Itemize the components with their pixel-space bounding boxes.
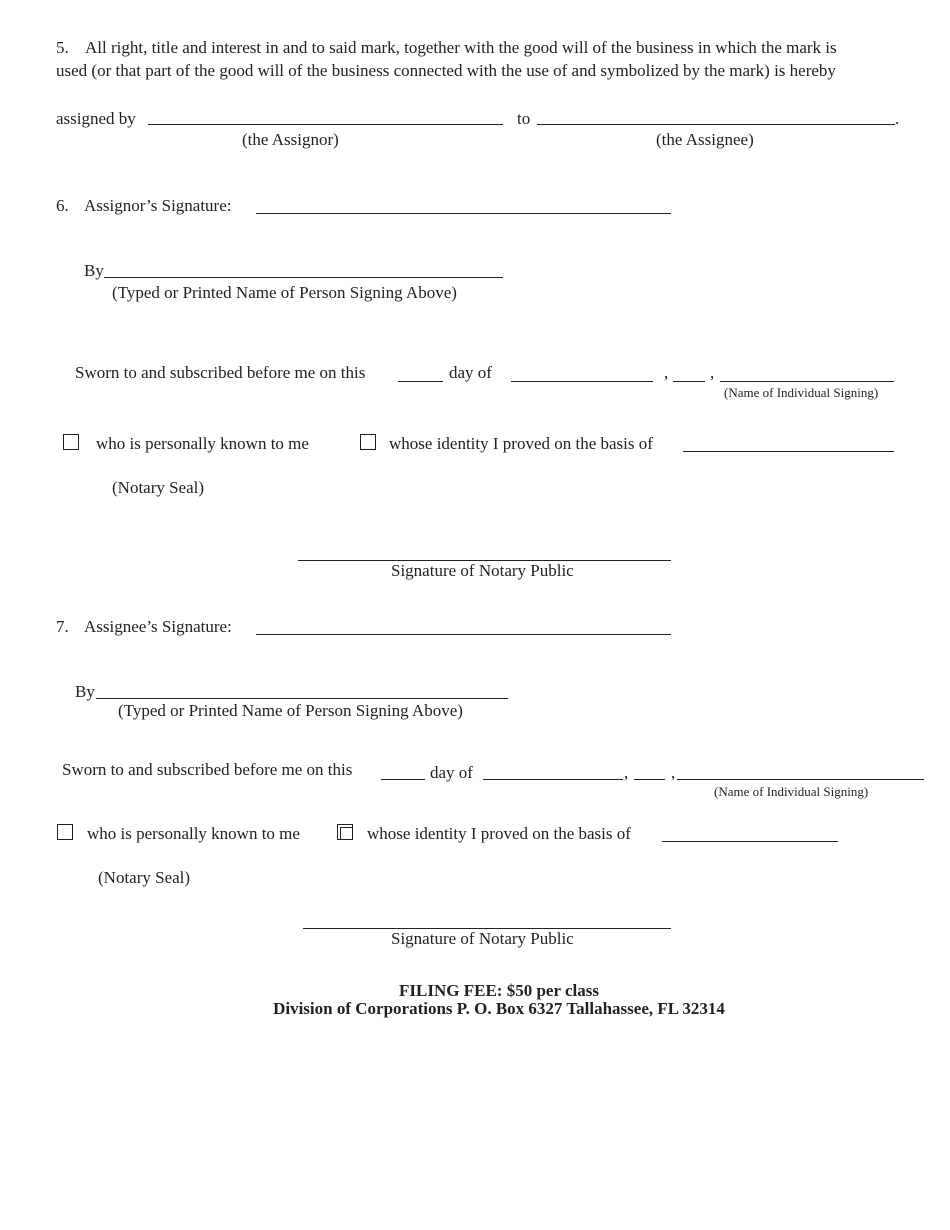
assignee-signature-label: Assignee’s Signature:	[84, 617, 232, 636]
year-blank-6[interactable]	[673, 381, 705, 382]
month-blank-6[interactable]	[511, 381, 653, 382]
assigned-by-label: assigned by	[56, 109, 136, 128]
assignee-by-blank[interactable]	[96, 698, 508, 699]
individual-name-blank-7[interactable]	[677, 779, 924, 780]
assignee-signature-blank[interactable]	[256, 634, 671, 635]
notary-seal-label-7: (Notary Seal)	[98, 868, 191, 887]
sworn-label-7: Sworn to and subscribed before me on this	[62, 760, 353, 779]
day-of-label-6: day of	[449, 363, 492, 382]
day-blank-7[interactable]	[381, 779, 425, 780]
identity-basis-blank-7[interactable]	[662, 841, 838, 842]
comma-7b: ,	[671, 763, 676, 782]
notary-signature-caption-7: Signature of Notary Public	[391, 929, 574, 948]
identity-proved-checkbox-7[interactable]	[337, 824, 353, 840]
assignee-blank[interactable]	[537, 124, 895, 125]
comma-6a: ,	[664, 363, 669, 382]
assignor-signature-label: Assignor’s Signature:	[84, 196, 232, 215]
assignee-by-caption: (Typed or Printed Name of Person Signing Above)	[118, 701, 463, 720]
sworn-label-6: Sworn to and subscribed before me on this	[75, 363, 366, 382]
period: .	[895, 109, 900, 128]
assignor-by-label: By	[84, 261, 104, 280]
notary-signature-caption-6: Signature of Notary Public	[391, 561, 574, 580]
identity-basis-blank-6[interactable]	[683, 451, 894, 452]
year-blank-7[interactable]	[634, 779, 665, 780]
identity-proved-label-7: whose identity I proved on the basis of	[367, 824, 631, 843]
assignor-signature-blank[interactable]	[256, 213, 671, 214]
section-7-number: 7.	[56, 617, 69, 636]
comma-6b: ,	[710, 363, 715, 382]
day-of-label-7: day of	[430, 763, 473, 782]
assignor-by-blank[interactable]	[104, 277, 503, 278]
individual-name-blank-6[interactable]	[720, 381, 894, 382]
comma-7a: ,	[624, 763, 629, 782]
day-blank-6[interactable]	[398, 381, 443, 382]
month-blank-7[interactable]	[483, 779, 623, 780]
to-label: to	[517, 109, 531, 128]
personally-known-label-6: who is personally known to me	[96, 434, 309, 453]
section-6-number: 6.	[56, 196, 69, 215]
assignee-caption: (the Assignee)	[656, 130, 754, 149]
personally-known-checkbox-6[interactable]	[63, 434, 79, 450]
assignee-by-label: By	[75, 682, 95, 701]
section-5-text-line1: All right, title and interest in and to said mark, together with the good will of the business in which the mark is	[85, 38, 837, 57]
division-address: Division of Corporations P. O. Box 6327 Tallahassee, FL 32314	[273, 999, 725, 1018]
assignor-blank[interactable]	[148, 124, 503, 125]
filing-fee: FILING FEE: $50 per class	[399, 981, 599, 1000]
assignor-by-caption: (Typed or Printed Name of Person Signing Above)	[112, 283, 457, 302]
personally-known-label-7: who is personally known to me	[87, 824, 300, 843]
section-5-number: 5.	[56, 38, 69, 57]
notary-seal-label-6: (Notary Seal)	[112, 478, 205, 497]
name-caption-7: (Name of Individual Signing)	[714, 784, 869, 799]
name-caption-6: (Name of Individual Signing)	[724, 385, 879, 400]
section-5-text-line2: used (or that part of the good will of the business connected with the use of and symbolized by the mark) is hereby	[56, 61, 836, 80]
identity-proved-checkbox-6[interactable]	[360, 434, 376, 450]
assignor-caption: (the Assignor)	[242, 130, 339, 149]
identity-proved-label-6: whose identity I proved on the basis of	[389, 434, 653, 453]
personally-known-checkbox-7[interactable]	[57, 824, 73, 840]
